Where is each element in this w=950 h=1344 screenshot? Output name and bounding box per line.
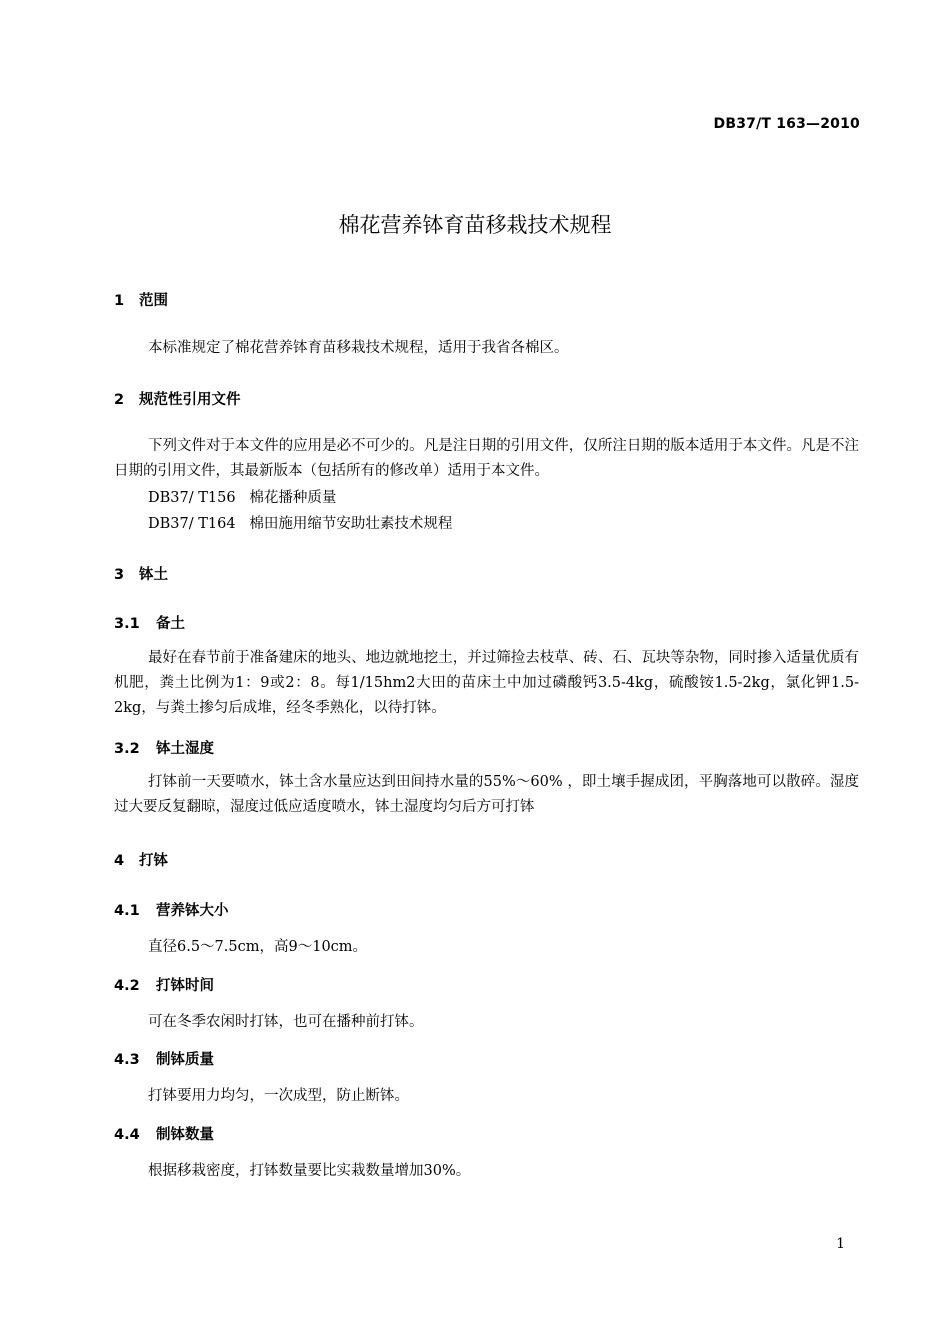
section-heading-make-pots <box>114 849 168 870</box>
section-number: 1 <box>114 293 125 309</box>
paragraph-soil-moisture: 打钵前一天要喷水，钵土含水量应达到田间持水量的55%～60% ，即土壤手握成团，平胸落地可以散碎。湿度过大要反复翻晾，湿度过低应适度喷水，钵土湿度均匀后方可打钵 <box>114 774 859 815</box>
reference-item <box>148 486 336 507</box>
subsection-title: 备土 <box>156 616 185 632</box>
paragraph-pot-quality: 打钵要用力均匀，一次成型，防止断钵。 <box>148 1088 409 1104</box>
section-number: 2 <box>114 392 125 408</box>
paragraph-pot-size: 直径6.5～7.5cm，高9～10cm。 <box>148 939 368 955</box>
paragraph-references: 下列文件对于本文件的应用是必不可少的。凡是注日期的引用文件，仅所注日期的版本适用于本文件。凡是不注日期的引用文件，其最新版本（包括所有的修改单）适用于本文件。 <box>114 438 859 479</box>
reference-name: 棉花播种质量 <box>249 490 337 506</box>
paragraph-pot-quantity: 根据移栽密度，打钵数量要比实栽数量增加30%。 <box>148 1163 471 1179</box>
document-title: 棉花营养钵育苗移栽技术规程 <box>338 213 612 237</box>
subsection-title: 钵土湿度 <box>156 741 214 757</box>
section-number: 4 <box>114 853 125 869</box>
subsection-heading-pot-quantity <box>114 1123 214 1144</box>
paragraph-scope: 本标准规定了棉花营养钵育苗移栽技术规程，适用于我省各棉区。 <box>148 340 569 356</box>
section-heading-scope <box>114 289 168 310</box>
subsection-title: 营养钵大小 <box>156 903 229 919</box>
reference-item <box>148 512 452 533</box>
reference-name: 棉田施用缩节安助壮素技术规程 <box>249 516 453 532</box>
paragraph-pot-time: 可在冬季农闲时打钵，也可在播种前打钵。 <box>148 1014 424 1030</box>
section-heading-references <box>114 388 241 409</box>
subsection-heading-pot-size <box>114 899 229 920</box>
subsection-heading-pot-time <box>114 974 214 995</box>
subsection-number: 3.2 <box>114 741 140 757</box>
subsection-number: 4.1 <box>114 903 140 919</box>
reference-code: DB37/ T156 <box>148 490 236 506</box>
subsection-number: 4.4 <box>114 1127 140 1143</box>
subsection-title: 制钵数量 <box>156 1127 214 1143</box>
subsection-title: 制钵质量 <box>156 1052 214 1068</box>
section-title: 范围 <box>139 293 168 309</box>
subsection-title: 打钵时间 <box>156 978 214 994</box>
section-number: 3 <box>114 567 125 583</box>
paragraph-prepare-soil: 最好在春节前于准备建床的地头、地边就地挖土，并过筛捡去枝草、砖、石、瓦块等杂物，同时掺入适量优质有机肥，粪土比例为1：9或2：8。每1/15hm2大田的苗床土中加过磷酸钙3.5-4kg，硫酸铵1.5-2kg，氯化钾1.5-2kg，与粪土掺匀后成堆，经冬季熟化，以待打钵。 <box>114 650 859 716</box>
subsection-number: 4.3 <box>114 1052 140 1068</box>
subsection-number: 4.2 <box>114 978 140 994</box>
section-title: 钵土 <box>139 567 168 583</box>
subsection-heading-pot-quality <box>114 1048 214 1069</box>
subsection-heading-soil-moisture <box>114 737 214 758</box>
subsection-heading-prepare-soil <box>114 612 185 633</box>
document-code: DB37/T 163—2010 <box>713 116 860 132</box>
section-title: 打钵 <box>139 853 168 869</box>
section-heading-soil <box>114 563 168 584</box>
page-number: 1 <box>836 1236 845 1252</box>
subsection-number: 3.1 <box>114 616 140 632</box>
reference-code: DB37/ T164 <box>148 516 236 532</box>
section-title: 规范性引用文件 <box>139 392 241 408</box>
